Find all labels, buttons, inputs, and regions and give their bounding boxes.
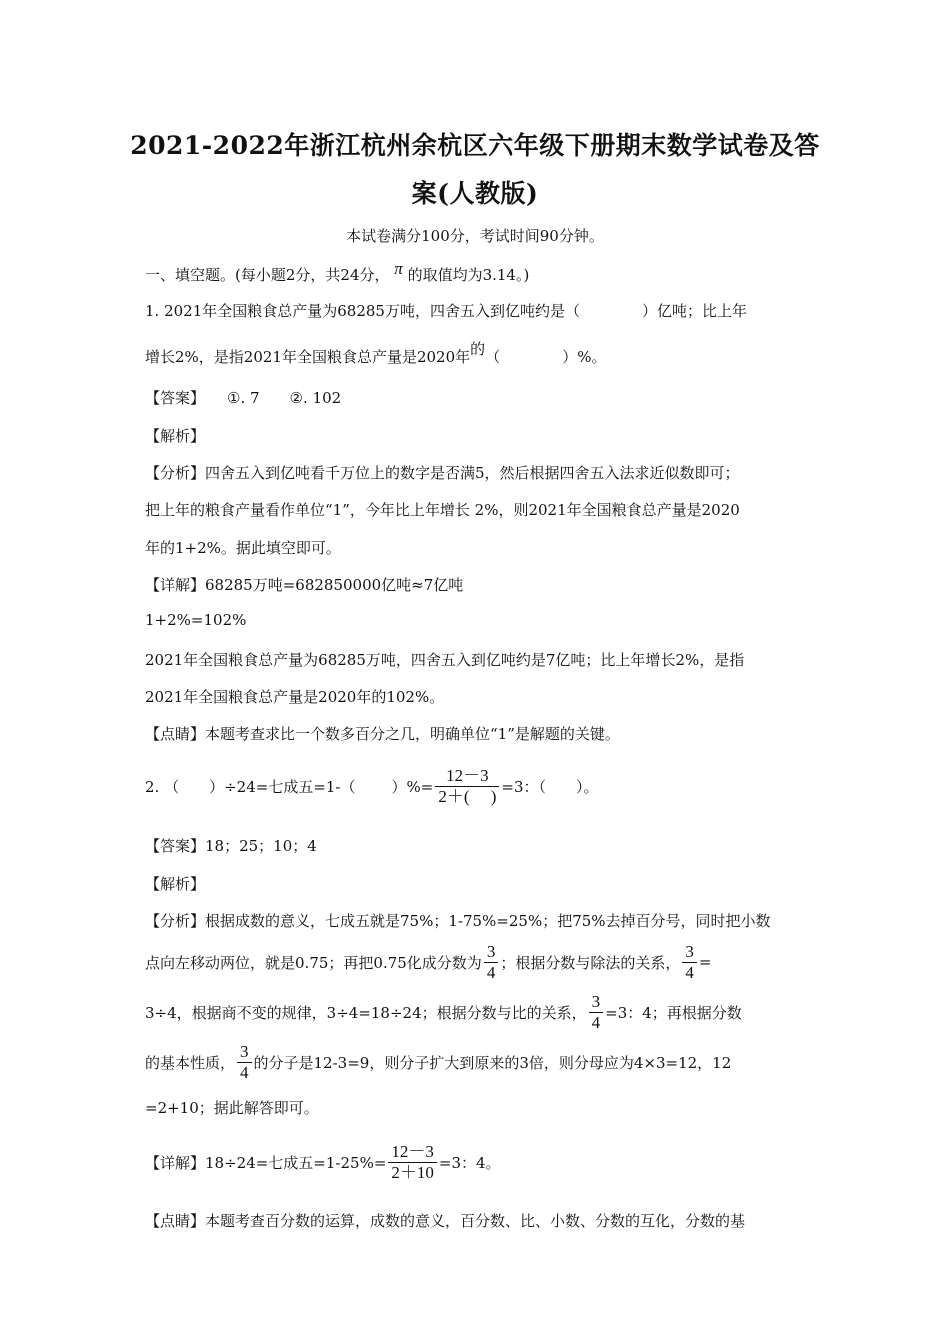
q2-fenxi-4-text: 的基本性质， [145, 1053, 236, 1072]
exam-info: 本试卷满分100分，考试时间90分钟。 [346, 227, 604, 245]
q1-xiangjie-4: 2021年全国粮食总产量是2020年的102%。 [145, 688, 445, 706]
doc-title-line2: 案(人教版) [411, 179, 539, 208]
q1-text-raised: 的 [470, 340, 486, 358]
fraction-numerator: 3 [589, 992, 604, 1013]
q2-fenxi-4 [145, 1040, 731, 1084]
q1-fenxi-2: 把上年的粮食产量看作单位“1”，今年比上年增长 2%，则2021年全国粮食总产量是2020 [145, 501, 740, 519]
q1-xiangjie-2: 1+2%=102% [145, 611, 247, 629]
answer-1: ①. 7 [227, 389, 260, 407]
q1-bracket-close: ）%。 [562, 348, 607, 366]
q2-xiangjie-text: 【详解】18÷24=七成五=1-25%= [145, 1153, 387, 1172]
q1-text-3: 增长2%，是指2021年全国粮食总产量是2020年 [145, 348, 471, 366]
answer-label: 【答案】 [145, 389, 206, 407]
doc-title-line1: 2021-2022年浙江杭州余杭区六年级下册期末数学试卷及答 [130, 131, 820, 160]
q2-xiangjie [145, 1135, 501, 1189]
q2-line [145, 759, 599, 813]
fraction-3-4 [237, 1042, 252, 1082]
q2-fenxi-3-text: 3÷4，根据商不变的规律，3÷4=18÷24；根据分数与比的关系， [145, 1003, 587, 1022]
q1-text-2: ）亿吨；比上年 [641, 302, 747, 320]
q2-fenxi-2-text-3: = [698, 953, 712, 971]
q2-fenxi-3 [145, 990, 742, 1034]
section-heading-text: 一、填空题。(每小题2分，共24分， [145, 266, 390, 284]
q2-fenxi-1: 【分析】根据成数的意义，七成五就是75%；1-75%=25%；把75%去掉百分号，同时把小数 [145, 912, 771, 930]
q1-line2 [145, 340, 607, 367]
fraction-3-4 [589, 992, 604, 1032]
fraction-numerator: 3 [237, 1042, 252, 1063]
q2-fenxi-2-text-2: ；根据分数与除法的关系， [500, 953, 681, 972]
fraction-denominator: 2＋10 [391, 1162, 434, 1182]
q2-text-2: ）÷24=七成五=1-（ [209, 777, 356, 796]
q2-fenxi-2-text: 点向左移动两位，就是0.75；再把0.75化成分数为 [145, 953, 482, 972]
fraction-3-4 [682, 942, 697, 982]
q1-fenxi-1: 【分析】四舍五入到亿吨看千万位上的数字是否满5，然后根据四舍五入法求近似数即可； [145, 464, 740, 482]
section-heading [145, 259, 530, 285]
fraction-denominator: 4 [240, 1062, 249, 1082]
q2-answer: 【答案】18；25；10；4 [145, 837, 317, 855]
q1-analysis-label: 【解析】 [145, 427, 206, 445]
q1-text: 1. 2021年全国粮食总产量为68285万吨，四舍五入到亿吨约是（ [145, 302, 580, 320]
q2-text-4: =3：（ [501, 777, 547, 796]
q2-fraction [435, 766, 499, 806]
q1-line1 [145, 300, 747, 321]
q1-dianjing: 【点睛】本题考查求比一个数多百分之几，明确单位“1”是解题的关键。 [145, 725, 620, 743]
q2-xiangjie-fraction [388, 1142, 437, 1182]
q2-text: 2. （ [145, 777, 180, 796]
q2-fenxi-5: =2+10；据此解答即可。 [145, 1099, 319, 1117]
q2-text-3: ）%= [391, 777, 434, 796]
q2-analysis-label: 【解析】 [145, 875, 206, 893]
q1-bracket-open: （ [485, 348, 501, 366]
q2-fenxi-3-text-2: =3：4；再根据分数 [605, 1003, 742, 1022]
fraction-numerator: 3 [682, 942, 697, 963]
q2-fenxi-2 [145, 940, 711, 984]
q2-fenxi-4-text-2: 的分子是12-3=9，则分子扩大到原来的3倍，则分母应为4×3=12，12 [253, 1053, 732, 1072]
fraction-denominator: 4 [685, 962, 694, 982]
fraction-numerator: 12－3 [435, 766, 499, 787]
answer-2: ②. 102 [289, 389, 342, 407]
q1-xiangjie-3: 2021年全国粮食总产量为68285万吨，四舍五入到亿吨约是7亿吨；比上年增长2%，是指 [145, 651, 745, 669]
q1-answer [145, 387, 341, 408]
q1-fenxi-3: 年的1+2%。据此填空即可。 [145, 539, 341, 557]
fraction-denominator: 2＋( ) [438, 786, 497, 806]
fraction-denominator: 4 [591, 1012, 601, 1032]
q1-xiangjie-1: 【详解】68285万吨=682850000亿吨≈7亿吨 [145, 576, 464, 594]
q2-xiangjie-text-2: =3：4。 [438, 1153, 501, 1172]
fraction-3-4 [484, 942, 499, 982]
fraction-numerator: 3 [484, 942, 499, 963]
pi-symbol: π [394, 259, 403, 278]
fraction-denominator: 4 [486, 962, 496, 982]
section-heading-text-2: 的取值均为3.14。) [407, 266, 530, 284]
fraction-numerator: 12－3 [388, 1142, 437, 1163]
q2-text-5: ）。 [576, 777, 599, 796]
q2-dianjing: 【点睛】本题考查百分数的运算，成数的意义，百分数、比、小数、分数的互化，分数的基 [145, 1212, 746, 1230]
